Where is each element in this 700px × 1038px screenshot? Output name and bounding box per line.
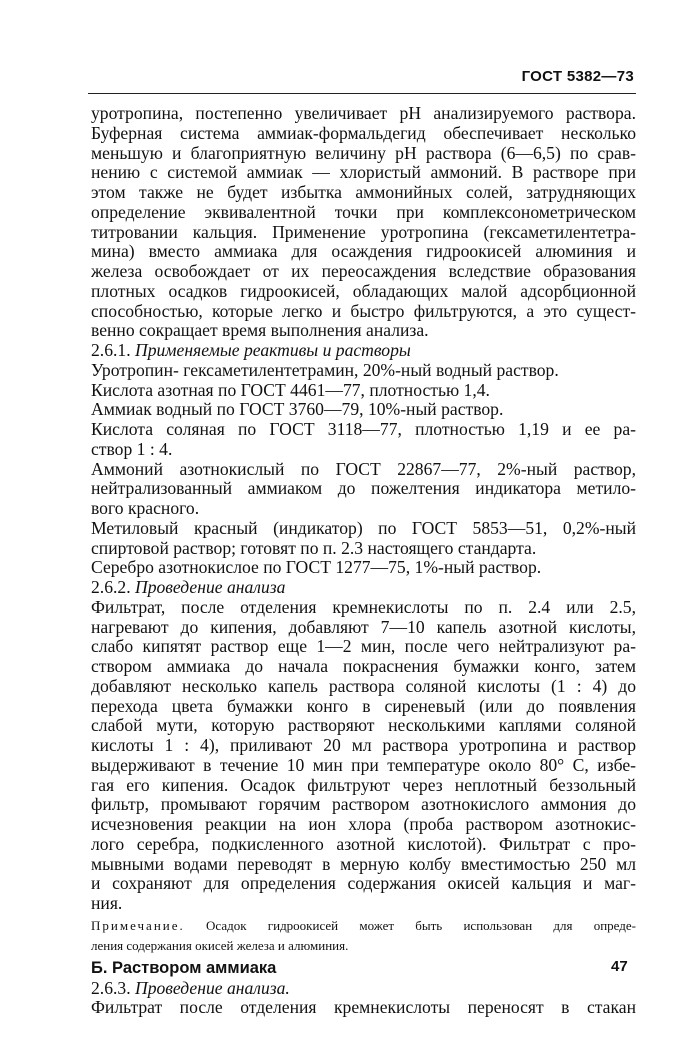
standard-header: ГОСТ 5382—73 <box>521 68 634 85</box>
text-line: нейтрализованный аммиаком до пожелтения индикатора метило- <box>91 478 636 499</box>
text-line: нагревают до кипения, добавляют 7—10 капель азотной кислоты, <box>91 616 636 637</box>
text-line: лого серебра, подкисленного азотной кислотой). Фильтрат с про- <box>91 833 636 854</box>
note: Примечание. Осадок гидроокисей может быть использован для опреде- <box>91 917 636 933</box>
text-line: железа освобождает от их переосаждения вследствие образования <box>91 261 636 281</box>
text-line: Фильтрат, после отделения кремнекислоты по п. 2.4 или 2.5, <box>91 596 636 617</box>
text-line: Серебро азотнокислое по ГОСТ 1277—75, 1%-ный раствор. <box>91 557 542 578</box>
text-line: Кислота соляная по ГОСТ 3118—77, плотностью 1,19 и ее ра- <box>91 419 636 439</box>
text-line: Кислота азотная по ГОСТ 4461—77, плотностью 1,4. <box>91 379 490 400</box>
text-line: Аммиак водный по ГОСТ 3760—79, 10%-ный раствор. <box>91 399 504 420</box>
text-line: слабо кипятят раствор еще 1—2 мин, после чего нейтрализуют ра- <box>91 636 636 657</box>
header-rule <box>88 93 636 94</box>
section-heading: Б. Раствором аммиака <box>91 958 277 977</box>
text-line: способностью, которые легко и быстро фильтруются, а это сущест- <box>91 300 636 321</box>
text-line: Метиловый красный (индикатор) по ГОСТ 5853—51, 0,2%-ный <box>91 517 636 538</box>
note-continued: ления содержания окисей железа и алюминия. <box>91 937 349 953</box>
text-line: плотных осадков гидроокисей, обладающих малой адсорбционной <box>91 280 636 301</box>
text-line: створ 1 : 4. <box>91 438 173 459</box>
text-line: вого красного. <box>91 498 200 518</box>
text-line: ния. <box>91 893 123 913</box>
body-text <box>91 104 636 1018</box>
text-line: мина) вместо аммиака для осаждения гидроокисей алюминия и <box>91 241 636 262</box>
text-line: добавляют несколько капель раствора соляной кислоты (1 : 4) до <box>91 675 636 696</box>
text-line: этом также не будет избытка аммонийных солей, затрудняющих <box>91 182 636 202</box>
text-line: перехода цвета бумажки конго в сиреневый (или до появления <box>91 695 636 716</box>
text-line: нению с системой аммиак — хлористый аммоний. В растворе при <box>91 162 636 183</box>
text-line: спиртовой раствор; готовят по п. 2.3 настоящего стандарта. <box>91 537 537 558</box>
text-line: меньшую и благоприятную величину pH раствора (6—6,5) по срав- <box>91 142 636 163</box>
text-line: Буферная система аммиак-формальдегид обеспечивает несколько <box>91 122 636 143</box>
text-line: мывными водами переводят в мерную колбу вместимостью 250 мл <box>91 853 636 874</box>
text-line: уротропина, постепенно увеличивает pH анализируемого раствора. <box>91 103 636 123</box>
text-line: 2.6.1. Применяемые реактивы и растворы <box>91 340 411 360</box>
text-line: определение эквивалентной точки при комплексонометрическом <box>91 201 636 222</box>
text-line: Уротропин- гексаметилентетрамин, 20%-ный водный раствор. <box>91 359 559 380</box>
text-line: венно сокращает время выполнения анализа. <box>91 320 429 341</box>
text-line: слабой мути, которую растворяют несколькими каплями соляной <box>91 715 636 736</box>
text-line: выдерживают в течение 10 мин при температуре около 80° С, избе- <box>91 754 636 775</box>
text-line: титровании кальция. Применение уротропина (гексаметилентетра- <box>91 221 636 242</box>
text-line: кислоты 1 : 4), приливают 20 мл раствора уротропина и раствор <box>91 735 636 755</box>
text-line: гая его кипения. Осадок фильтруют через неплотный беззольный <box>91 774 636 795</box>
text-line: Фильтрат после отделения кремнекислоты переносят в стакан <box>91 997 636 1018</box>
text-line: фильтр, промывают горячим раствором азотнокислого аммония до <box>91 794 636 815</box>
text-line: 2.6.2. Проведение анализа <box>91 577 286 597</box>
text-line: Аммоний азотнокислый по ГОСТ 22867—77, 2%-ный раствор, <box>91 458 636 479</box>
page-number: 47 <box>611 958 628 975</box>
text-line: и сохраняют для определения содержания окисей кальция и маг- <box>91 873 636 894</box>
text-line: створом аммиака до начала покраснения бумажки конго, затем <box>91 656 636 676</box>
text-line: исчезновения реакции на ион хлора (проба раствором азотнокис- <box>91 814 636 834</box>
subsection-title: 2.6.3. Проведение анализа. <box>91 977 290 998</box>
